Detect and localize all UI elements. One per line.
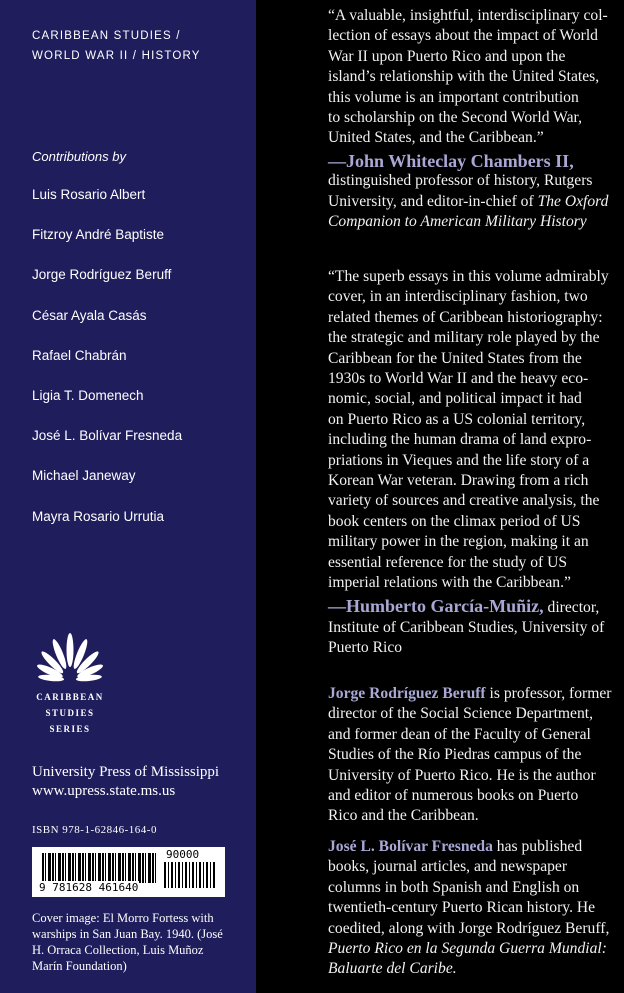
barcode-addon-bars	[164, 862, 216, 888]
quote-line: this volume is an important contribution	[328, 88, 579, 106]
author-affiliation	[328, 192, 608, 212]
book-title: Companion to American Military History	[328, 213, 587, 231]
quote-line: including the human drama of land expro-	[328, 431, 592, 449]
quote-line: variety of sources and creative analysis, the	[328, 492, 600, 510]
editor-bio-2	[328, 837, 609, 980]
affiliation-text: director,	[543, 598, 600, 616]
quote-line: book centers on the climax period of US	[328, 512, 581, 530]
quote-line: United States, and the Caribbean.”	[328, 129, 544, 147]
bio-line: books, journal articles, and newspaper	[328, 858, 568, 876]
book-title: Puerto Rico en la Segunda Guerra Mundial:	[328, 940, 607, 958]
contributor: José L. Bolívar Fresneda	[32, 428, 183, 444]
contributions-label: Contributions by	[32, 149, 126, 164]
quote-author: —John Whiteclay Chambers II,	[328, 150, 574, 171]
contributor: Mayra Rosario Urrutia	[32, 508, 165, 524]
quote-author: —Humberto García-Muñiz,	[328, 595, 544, 616]
quote-line: Korean War veteran. Drawing from a rich	[328, 472, 589, 490]
author-affiliation: Puerto Rico	[328, 639, 403, 657]
bio-line: University of Puerto Rico. He is the author	[328, 766, 596, 784]
quote-line: nomic, social, and political impact it had	[328, 390, 582, 408]
quote-line: on Puerto Rico as a US colonial territory,	[328, 410, 586, 428]
blurb-quote-1	[328, 6, 608, 232]
contributor: Michael Janeway	[32, 468, 136, 484]
quote-line: War II upon Puerto Rico and upon the	[328, 47, 566, 65]
barcode-number: 9 781628 461640	[39, 881, 139, 894]
bio-line: and editor of numerous books on Puerto	[328, 787, 579, 805]
bio-line: and former dean of the Faculty of General	[328, 725, 591, 743]
bio-text: has published	[492, 838, 583, 855]
editor-bio-1	[328, 684, 611, 827]
barcode-bars	[42, 853, 156, 883]
contributor: Jorge Rodríguez Beruff	[32, 267, 172, 283]
bio-line: Rico and the Caribbean.	[328, 807, 479, 825]
contributor-list	[32, 187, 182, 549]
bio-text: is professor, former	[485, 685, 612, 702]
cover-credit: Cover image: El Morro Fortess with warships in San Juan Bay. 1940. (José H. Orraca Collection, Luis Muñoz Marín Foundation)	[32, 911, 223, 973]
quote-line: imperial relations with the Caribbean.”	[328, 574, 571, 592]
editor-name: José L. Bolívar Fresneda	[328, 838, 493, 855]
quote-line: the strategic and military role played by the	[328, 329, 600, 347]
affiliation-text: University, and editor-in-chief of	[328, 192, 538, 210]
quote-line: 1930s to World War II and the heavy eco-	[328, 370, 589, 388]
bio-line: twentieth-century Puerto Rican history. He	[328, 899, 596, 917]
contributor: Rafael Chabrán	[32, 347, 127, 363]
publisher-block	[32, 763, 219, 801]
category-line: WORLD WAR II / HISTORY	[32, 50, 201, 62]
series-logo-icon	[34, 632, 106, 682]
series-word: SERIES	[49, 724, 91, 734]
book-title: Baluarte del Caribe.	[328, 960, 457, 978]
quote-line: island’s relationship with the United States,	[328, 68, 600, 86]
bio-line: director of the Social Science Department,	[328, 705, 593, 723]
series-word: STUDIES	[45, 708, 95, 718]
contributor: Fitzroy André Baptiste	[32, 227, 165, 243]
book-title: The Oxford	[537, 192, 609, 210]
quote-line: military power in the region, making it an	[328, 533, 589, 551]
quote-line: “The superb essays in this volume admirably	[328, 268, 609, 285]
quote-line: Caribbean for the United States from the	[328, 349, 582, 367]
editor-name: Jorge Rodríguez Beruff	[328, 685, 486, 702]
isbn: ISBN 978-1-62846-164-0	[32, 824, 157, 836]
quote-line: to scholarship on the Second World War,	[328, 109, 582, 127]
barcode	[32, 847, 225, 897]
blurb-quote-2	[328, 267, 609, 659]
quote-line: cover, in an interdisciplinary fashion, two	[328, 288, 588, 306]
author-affiliation: Institute of Caribbean Studies, University of	[328, 618, 605, 636]
quote-line: lection of essays about the impact of World	[328, 27, 598, 45]
bio-line: Studies of the Río Piedras campus of the	[328, 746, 582, 764]
quote-line: “A valuable, insightful, interdisciplinary col-	[328, 7, 608, 24]
contributor: Luis Rosario Albert	[32, 187, 146, 202]
series-name	[30, 689, 110, 737]
category-line: CARIBBEAN STUDIES /	[32, 30, 181, 42]
contributor: César Ayala Casás	[32, 307, 147, 323]
contributor: Ligia T. Domenech	[32, 387, 144, 403]
publisher: University Press of Mississippi	[32, 764, 220, 780]
back-cover-left-panel	[0, 0, 256, 993]
quote-line: priations in Vieques and the life story of a	[328, 451, 590, 469]
series-word: CARIBBEAN	[36, 692, 104, 702]
barcode-addon: 90000	[166, 848, 200, 861]
bio-line: coedited, along with Jorge Rodríguez Beruff,	[328, 919, 610, 937]
website: www.upress.state.ms.us	[32, 783, 176, 799]
quote-line: related themes of Caribbean historiography:	[328, 308, 603, 326]
author-affiliation: distinguished professor of history, Rutgers	[328, 172, 593, 190]
quote-line: essential reference for the study of US	[328, 553, 568, 571]
bio-line: columns in both Spanish and English on	[328, 878, 580, 896]
back-cover-right-panel	[256, 0, 624, 993]
